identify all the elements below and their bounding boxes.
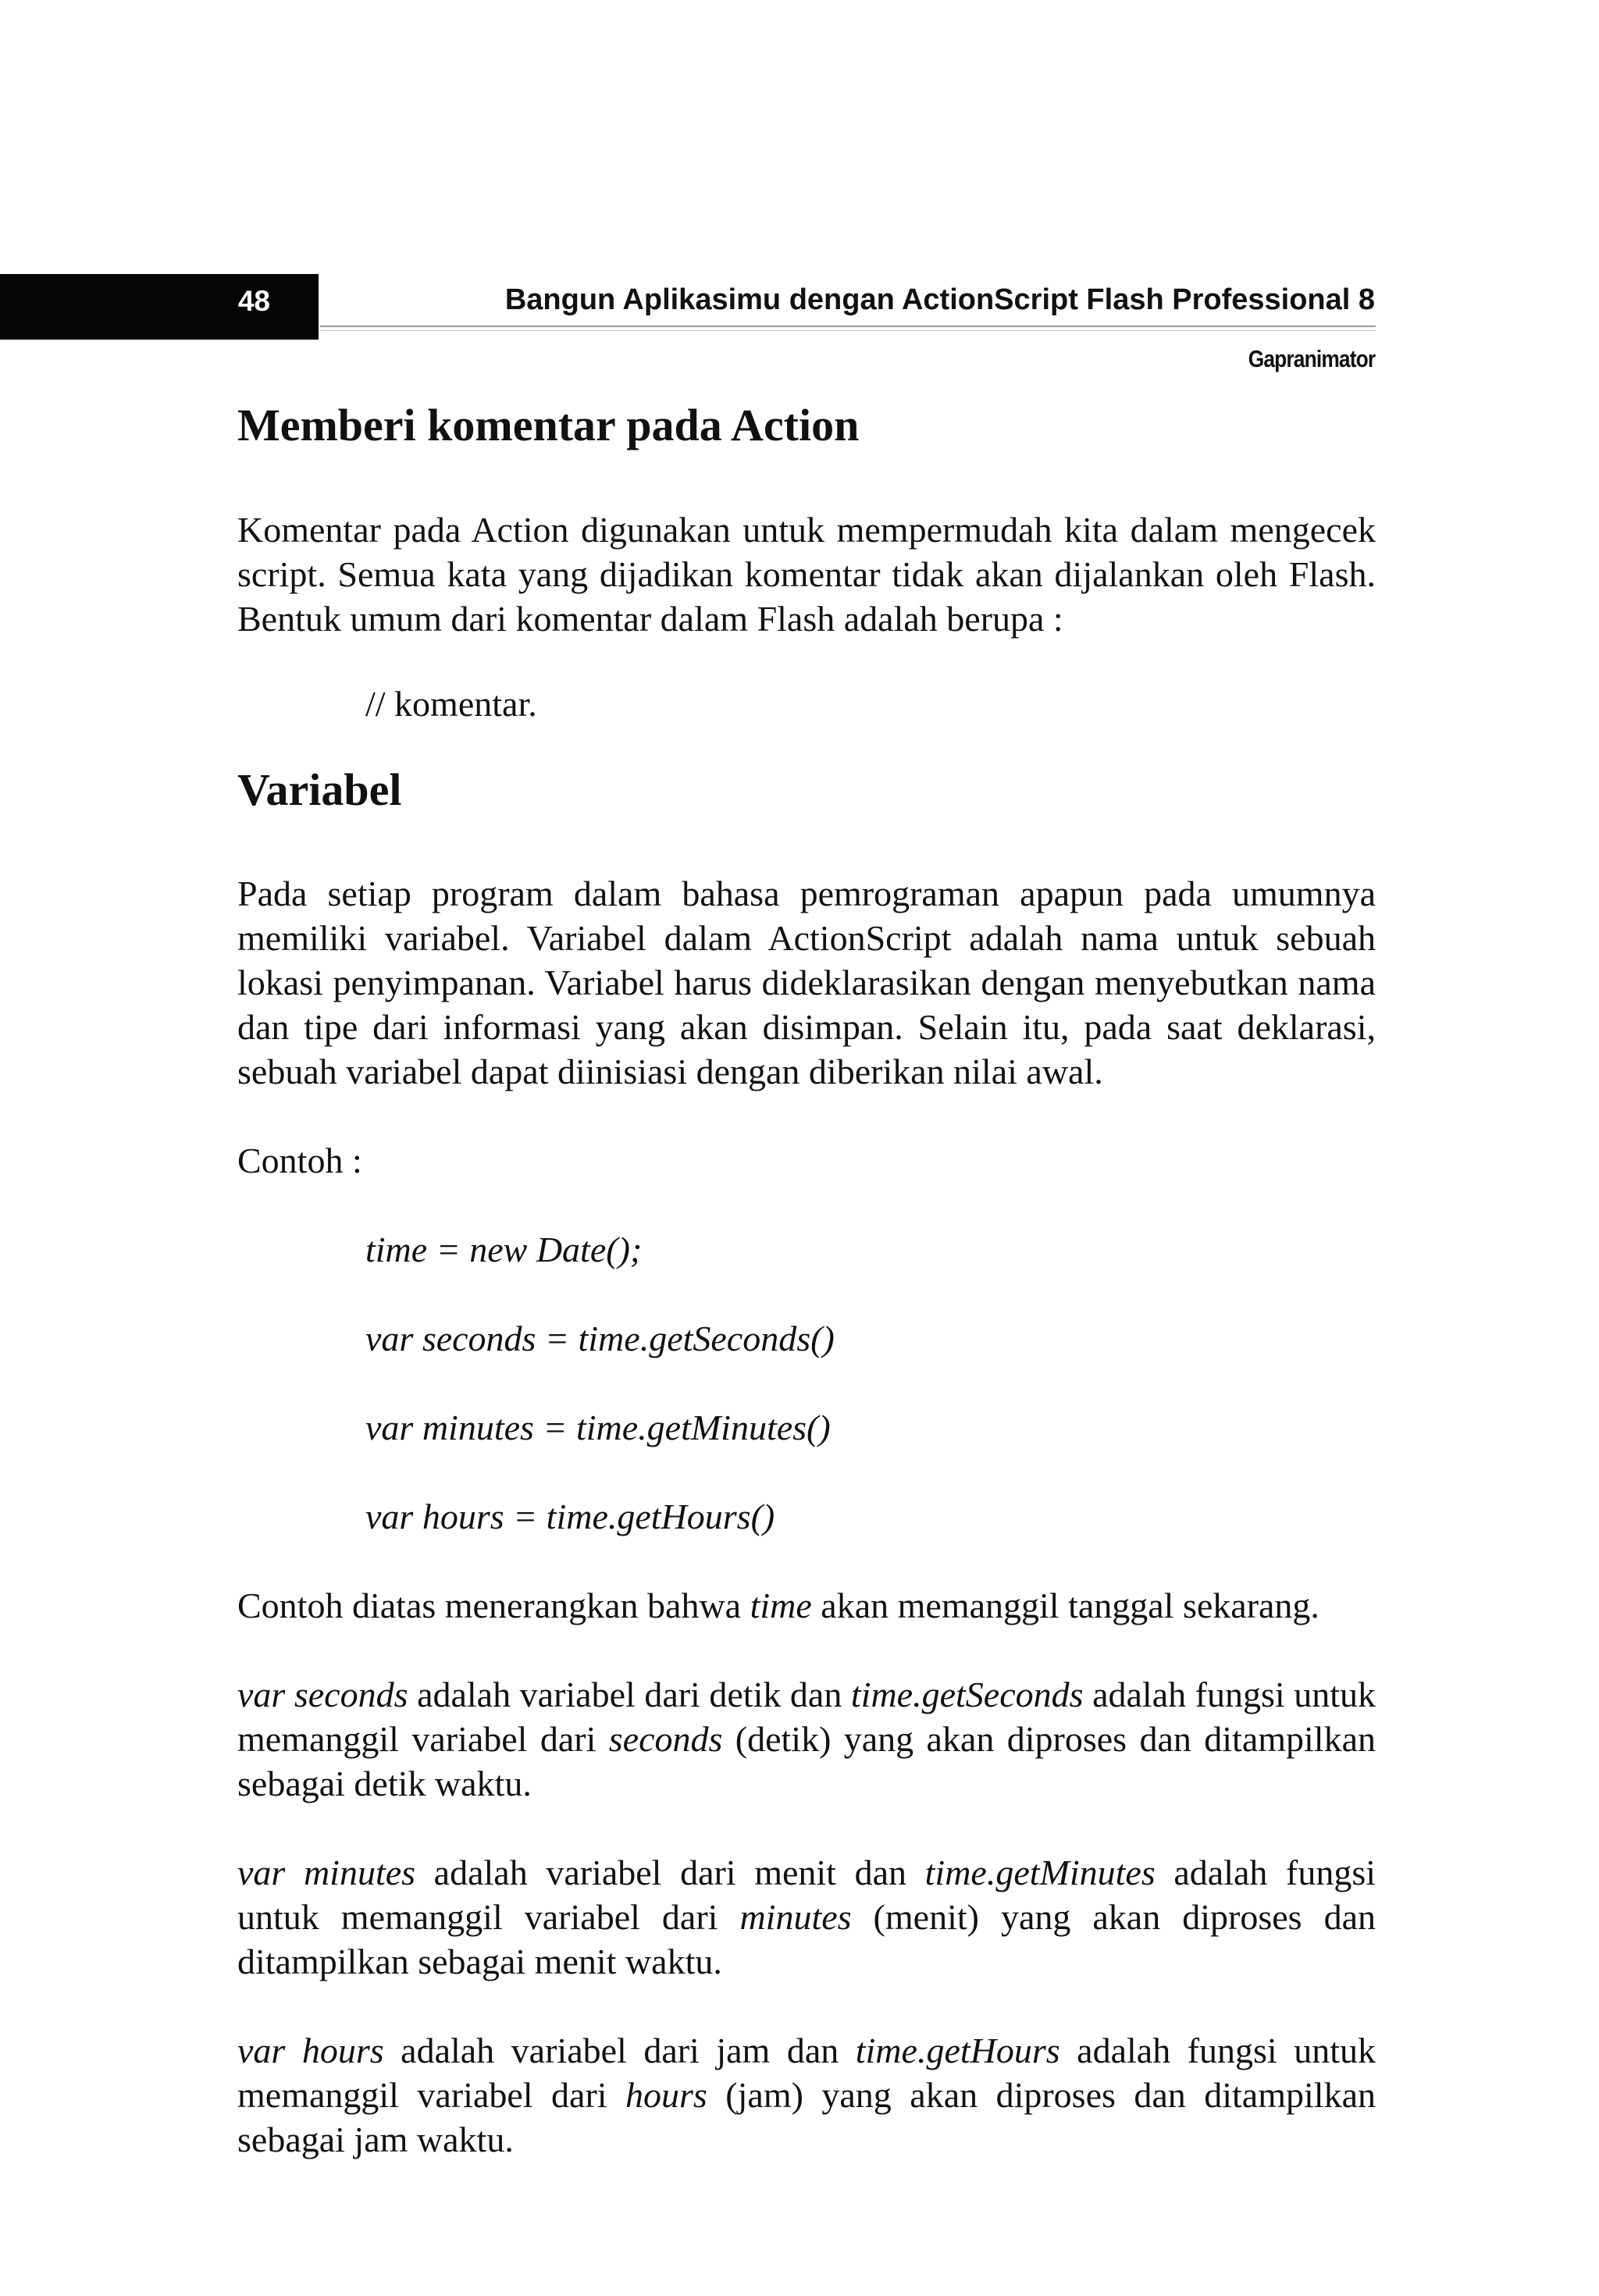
term-var-hours: var hours <box>237 2031 384 2071</box>
term-get-seconds: time.getSeconds <box>850 1675 1084 1715</box>
term-time: time <box>750 1586 812 1626</box>
page-content <box>237 398 1376 2162</box>
paragraph-comments: Komentar pada Action digunakan untuk mempermudah kita dalam mengecek script. Semua kata yang dijadikan komentar tidak akan dijalankan oleh Flash. Bentuk umum dari komentar dalam Flash adalah berupa : <box>237 509 1376 639</box>
section-heading-variables: Variabel <box>237 764 402 815</box>
code-line: var hours = time.getHours() <box>365 1497 775 1537</box>
paragraph-explain-minutes: var minutes adalah variabel dari menit dan time.getMinutes adalah fungsi untuk memanggil variabel dari minutes (menit) yang akan diproses dan ditampilkan sebagai menit waktu. <box>237 1853 1376 1982</box>
term-var-seconds: var seconds <box>237 1675 408 1715</box>
header-rule-secondary <box>320 330 1376 331</box>
running-header-author: Gapranimator <box>1248 345 1375 372</box>
paragraph-explain-hours: var hours adalah variabel dari jam dan time.getHours adalah fungsi untuk memanggil variabel dari hours (jam) yang akan diproses dan ditampilkan sebagai jam waktu. <box>237 2031 1376 2160</box>
code-line: var minutes = time.getMinutes() <box>365 1408 831 1448</box>
term-get-hours: time.getHours <box>855 2031 1060 2071</box>
section-heading-comments: Memberi komentar pada Action <box>237 400 860 450</box>
term-seconds: seconds <box>608 1719 723 1760</box>
header-rule <box>320 326 1376 327</box>
example-label: Contoh : <box>237 1141 362 1181</box>
paragraph-explain-time: Contoh diatas menerangkan bahwa time akan memanggil tanggal sekarang. <box>237 1586 1319 1626</box>
page-number: 48 <box>237 285 270 317</box>
paragraph-explain-seconds: var seconds adalah variabel dari detik dan time.getSeconds adalah fungsi untuk memanggil variabel dari seconds (detik) yang akan diproses dan ditampilkan sebagai detik waktu. <box>237 1675 1376 1804</box>
term-get-minutes: time.getMinutes <box>924 1853 1156 1893</box>
code-line: var seconds = time.getSeconds() <box>365 1319 835 1359</box>
term-minutes: minutes <box>739 1897 852 1938</box>
term-hours: hours <box>625 2075 707 2116</box>
page-number-block <box>0 274 319 340</box>
paragraph-variables: Pada setiap program dalam bahasa pemrograman apapun pada umumnya memiliki variabel. Variabel dalam ActionScript adalah nama untuk sebuah lokasi penyimpanan. Variabel harus dideklarasikan dengan menyebutkan nama dan tipe dari informasi yang akan disimpan. Selain itu, pada saat deklarasi, sebuah variabel dapat diinisiasi dengan diberikan nilai awal. <box>237 874 1376 1092</box>
term-var-minutes: var minutes <box>237 1853 416 1893</box>
code-line: time = new Date(); <box>365 1230 643 1270</box>
comment-example: // komentar. <box>365 683 537 724</box>
running-header-title: Bangun Aplikasimu dengan ActionScript Flash Professional 8 <box>504 283 1375 316</box>
